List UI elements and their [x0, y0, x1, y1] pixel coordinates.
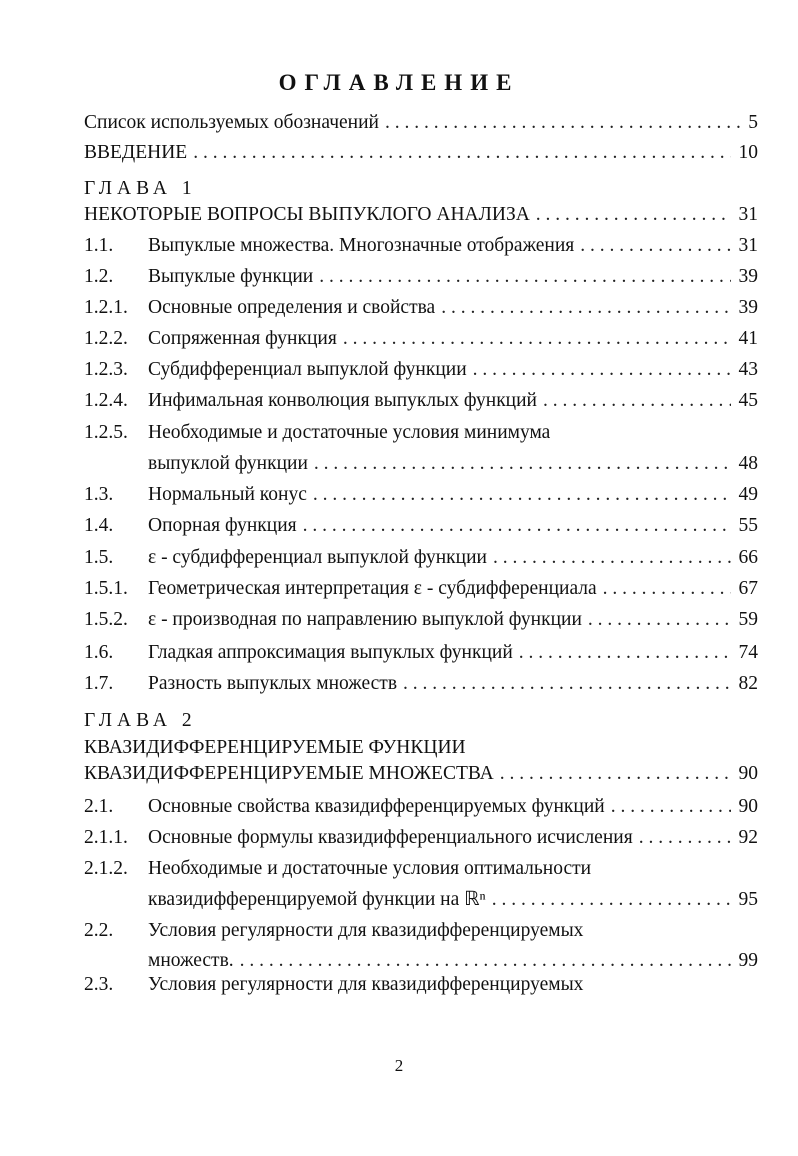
toc-entry-page: 31: [738, 235, 758, 256]
chapter-2-title-line1: КВАЗИДИФФЕРЕНЦИРУЕМЫЕ ФУНКЦИИ: [84, 737, 466, 758]
toc-entry-page: 67: [738, 578, 758, 599]
toc-entry-number: 1.6.: [84, 642, 114, 663]
toc-entry[interactable]: [84, 825, 758, 851]
toc-entry-label: множеств.: [148, 950, 234, 971]
leader-dots: [473, 357, 731, 383]
toc-entry-number: 1.5.1.: [84, 578, 128, 599]
toc-entry[interactable]: [84, 545, 758, 571]
toc-entry-page: 95: [738, 889, 758, 910]
leader-dots: [314, 451, 731, 477]
toc-entry-label: ВВЕДЕНИЕ: [84, 142, 188, 163]
toc-entry-label: НЕКОТОРЫЕ ВОПРОСЫ ВЫПУКЛОГО АНАЛИЗА: [84, 204, 530, 225]
toc-entry-page: 59: [738, 609, 758, 630]
toc-entry-label: Опорная функция: [148, 515, 297, 536]
leader-dots: [343, 326, 731, 352]
page-number: 2: [394, 1056, 404, 1075]
toc-entry[interactable]: [84, 233, 758, 259]
toc-entry-label: Сопряженная функция: [148, 328, 337, 349]
toc-entry-page: 31: [738, 204, 758, 225]
toc-entry-page: 48: [738, 453, 758, 474]
toc-entry[interactable]: [84, 357, 758, 383]
toc-entry-continuation[interactable]: [84, 451, 758, 477]
toc-entry-number: 1.2.2.: [84, 328, 128, 349]
toc-entry-label: Условия регулярности для квазидифференцируемых: [148, 920, 584, 941]
toc-entry-label: выпуклой функции: [148, 453, 308, 474]
leader-dots: [639, 825, 731, 851]
leader-dots: [403, 671, 730, 697]
toc-entry[interactable]: [84, 640, 758, 666]
toc-entry-page: 45: [738, 390, 758, 411]
toc-entry-number: 1.2.: [84, 266, 114, 287]
toc-entry-page: 43: [738, 359, 758, 380]
toc-entry-page: 49: [738, 484, 758, 505]
chapter-1-heading: ГЛАВА 1: [84, 178, 197, 199]
leader-dots: [313, 482, 731, 508]
toc-entry-first-line[interactable]: [84, 856, 591, 882]
toc-entry-label: Список используемых обозначений: [84, 112, 379, 133]
toc-entry-label: Инфимальная конволюция выпуклых функций: [148, 390, 537, 411]
toc-entry-number: 1.2.4.: [84, 390, 128, 411]
toc-entry-label: Разность выпуклых множеств: [148, 673, 398, 694]
leader-dots: [385, 110, 740, 136]
toc-entry[interactable]: [84, 482, 758, 508]
toc-entry[interactable]: [84, 794, 758, 820]
leader-dots: [492, 887, 731, 913]
toc-entry[interactable]: [84, 295, 758, 321]
leader-dots: [611, 794, 731, 820]
toc-entry-number: 1.5.: [84, 547, 114, 568]
toc-entry[interactable]: [84, 576, 758, 602]
toc-entry[interactable]: [84, 264, 758, 290]
toc-entry-label: Выпуклые множества. Многозначные отображения: [148, 235, 575, 256]
toc-entry-page: 5: [748, 112, 758, 133]
toc-entry-number: 1.7.: [84, 673, 114, 694]
toc-entry-label: Нормальный конус: [148, 484, 307, 505]
toc-entry[interactable]: [84, 326, 758, 352]
toc-entry-number: 2.3.: [84, 974, 114, 995]
toc-entry-label: Гладкая аппроксимация выпуклых функций: [148, 642, 513, 663]
toc-entry-number: 1.2.1.: [84, 297, 128, 318]
toc-entry-page: 41: [738, 328, 758, 349]
toc-entry-label: Субдифференциал выпуклой функции: [148, 359, 467, 380]
toc-entry-label: Основные свойства квазидифференцируемых функций: [148, 796, 605, 817]
toc-entry-label: Выпуклые функции: [148, 266, 314, 287]
toc-entry-number: 1.2.5.: [84, 422, 128, 443]
leader-dots: [543, 388, 731, 414]
page-title: ОГЛАВЛЕНИЕ: [278, 70, 520, 95]
toc-entry-label: Основные определения и свойства: [148, 297, 436, 318]
leader-dots: [536, 202, 731, 228]
toc-entry-label: ε - производная по направлению выпуклой функции: [148, 609, 582, 630]
toc-entry-page: 99: [738, 950, 758, 971]
toc-entry-page: 39: [738, 297, 758, 318]
leader-dots: [193, 140, 730, 166]
toc-entry-page: 90: [738, 763, 758, 784]
toc-entry-page: 66: [738, 547, 758, 568]
toc-entry-page: 92: [738, 827, 758, 848]
toc-entry-number: 2.1.: [84, 796, 114, 817]
toc-entry-number: 2.1.1.: [84, 827, 128, 848]
toc-entry-continuation[interactable]: [84, 887, 758, 913]
toc-entry-continuation[interactable]: [84, 948, 758, 974]
toc-entry-label: Условия регулярности для квазидифференцируемых: [148, 974, 584, 995]
toc-entry[interactable]: [84, 671, 758, 697]
toc-chapter-1-title[interactable]: [84, 202, 758, 228]
toc-entry-label: Необходимые и достаточные условия минимума: [148, 422, 551, 443]
leader-dots: [603, 576, 731, 602]
toc-entry-number: 2.1.2.: [84, 858, 128, 879]
leader-dots: [303, 513, 731, 539]
toc-entry-page: 74: [738, 642, 758, 663]
leader-dots: [580, 233, 730, 259]
leader-dots: [493, 545, 731, 571]
chapter-2-heading: ГЛАВА 2: [84, 710, 197, 731]
toc-chapter-2-title[interactable]: [84, 761, 758, 787]
toc-entry-page: 82: [738, 673, 758, 694]
toc-entry-page: 39: [738, 266, 758, 287]
toc-entry-introduction[interactable]: [84, 140, 758, 166]
toc-entry-label: Основные формулы квазидифференциального исчисления: [148, 827, 633, 848]
toc-entry-label: квазидифференцируемой функции на ℝⁿ: [148, 889, 486, 910]
leader-dots: [500, 761, 731, 787]
leader-dots: [588, 607, 731, 633]
leader-dots: [519, 640, 731, 666]
toc-entry-label: КВАЗИДИФФЕРЕНЦИРУЕМЫЕ МНОЖЕСТВА: [84, 763, 494, 784]
toc-entry[interactable]: [84, 607, 758, 633]
toc-entry-page: 10: [738, 142, 758, 163]
leader-dots: [441, 295, 730, 321]
toc-entry-first-line[interactable]: [84, 972, 583, 998]
toc-entry-label: Геометрическая интерпретация ε - субдифференциала: [148, 578, 597, 599]
toc-entry-number: 2.2.: [84, 920, 114, 941]
toc-entry-label: Необходимые и достаточные условия оптимальности: [148, 858, 592, 879]
toc-entry[interactable]: [84, 388, 758, 414]
toc-entry-first-line[interactable]: [84, 420, 550, 446]
toc-entry-notation[interactable]: [84, 110, 758, 136]
toc-entry-number: 1.4.: [84, 515, 114, 536]
toc-entry[interactable]: [84, 513, 758, 539]
toc-entry-number: 1.1.: [84, 235, 114, 256]
leader-dots: [240, 948, 731, 974]
toc-entry-first-line[interactable]: [84, 918, 583, 944]
toc-entry-page: 55: [738, 515, 758, 536]
toc-entry-number: 1.5.2.: [84, 609, 128, 630]
leader-dots: [319, 264, 730, 290]
toc-entry-number: 1.2.3.: [84, 359, 128, 380]
toc-entry-page: 90: [738, 796, 758, 817]
toc-entry-number: 1.3.: [84, 484, 114, 505]
toc-entry-label: ε - субдифференциал выпуклой функции: [148, 547, 487, 568]
